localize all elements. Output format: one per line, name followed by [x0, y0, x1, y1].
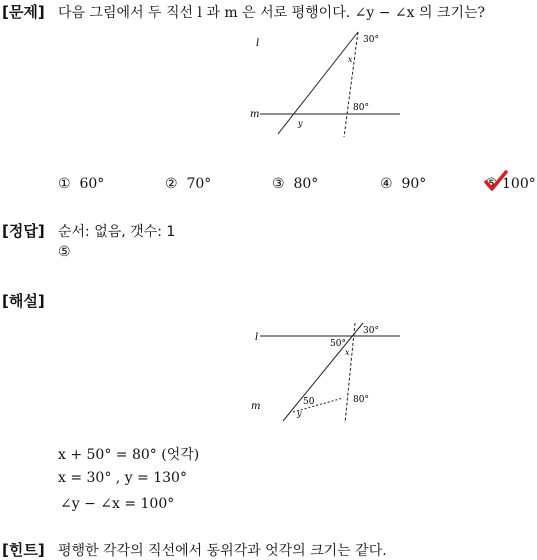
- angle-bottom: 80°: [353, 103, 369, 113]
- solution-figure: [245, 318, 405, 423]
- transversal-left: [283, 323, 363, 421]
- solution-line-1: x + 50° = 80° (엇각): [58, 447, 200, 463]
- choice-2[interactable]: [165, 176, 211, 192]
- label-m: m: [250, 109, 260, 120]
- choice-mark: ①: [58, 176, 71, 192]
- angle-50-top: 50°: [330, 339, 346, 349]
- var-y: y: [297, 409, 302, 418]
- hint-tag: [힌트]: [2, 541, 45, 559]
- var-x: x: [348, 55, 353, 64]
- hint-text: 평행한 각각의 직선에서 동위각과 엇각의 크기는 같다.: [58, 543, 387, 559]
- var-y: y: [298, 119, 303, 128]
- problem-text: 다음 그림에서 두 직선 l 과 m 은 서로 평행이다. ∠y − ∠x 의 크기는?: [58, 5, 486, 21]
- answer-symbol: ⑤: [58, 244, 71, 260]
- problem-figure: [240, 22, 420, 137]
- choice-value: 80°: [293, 176, 319, 192]
- label-l: l: [255, 332, 259, 343]
- choice-value: 100°: [502, 176, 536, 192]
- angle-50-bottom: 50: [303, 397, 315, 407]
- choice-mark: ④: [380, 176, 393, 192]
- choice-value: 90°: [401, 176, 427, 192]
- angle-top: 30°: [363, 35, 379, 45]
- checkmark-icon: [484, 170, 508, 192]
- answer-tag: [정답]: [2, 222, 45, 240]
- answer-line: 순서: 없음, 갯수: 1: [58, 224, 176, 240]
- choice-value: 60°: [79, 176, 105, 192]
- choice-value: 70°: [186, 176, 212, 192]
- solution-tag: [해설]: [2, 292, 45, 310]
- choice-mark: ⑤: [485, 176, 498, 192]
- choice-mark: ②: [165, 176, 178, 192]
- label-l: l: [256, 38, 260, 49]
- angle-bottom: 80°: [353, 395, 369, 405]
- choice-4[interactable]: [380, 176, 426, 192]
- choice-1[interactable]: [58, 176, 104, 192]
- solution-line-3: ∠y − ∠x = 100°: [60, 496, 175, 512]
- label-m: m: [251, 401, 261, 412]
- solution-line-2: x = 30° , y = 130°: [58, 470, 187, 486]
- choice-3[interactable]: [272, 176, 318, 192]
- transversal-right: [345, 323, 355, 423]
- choice-mark: ③: [272, 176, 285, 192]
- problem-tag: [문제]: [2, 3, 45, 21]
- angle-top: 30°: [363, 326, 379, 336]
- var-x: x: [345, 348, 350, 357]
